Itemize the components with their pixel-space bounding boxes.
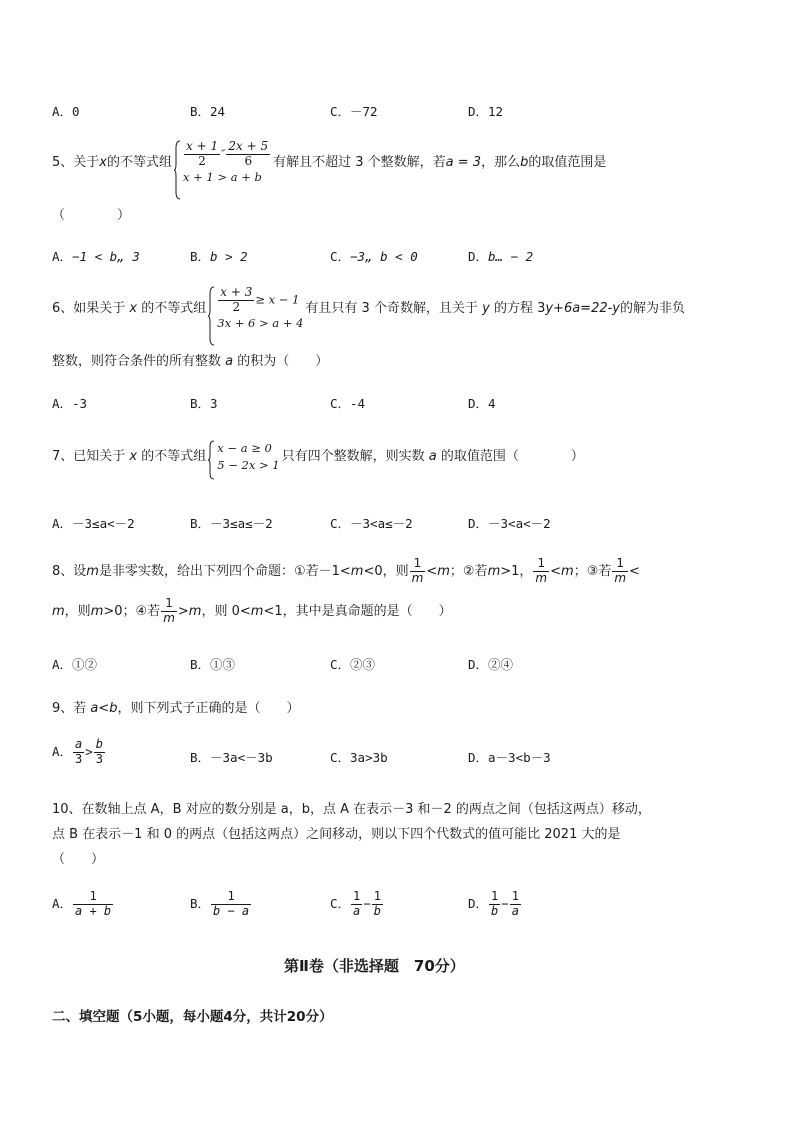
- q5-option-d[interactable]: D．b… − 2: [468, 249, 534, 264]
- q4-option-c[interactable]: C．－72: [330, 104, 378, 119]
- q6-option-a[interactable]: A．-3: [52, 396, 88, 411]
- part-heading: 二、填空题（5小题，每小题4分，共计20分）: [52, 1009, 333, 1025]
- brace-icon: [208, 440, 215, 480]
- q6-stem-line2: 整数，则符合条件的所有整数 a 的积为（ ）: [52, 354, 329, 369]
- q8-stem-line1: 8、设m是非零实数，给出下列四个命题：①若－1<m<0，则 $\frac{1}{m}$ <m；②若m>1， $\frac{1}{m}$ <m；③若 $\frac{1}{m}$ <: [52, 556, 640, 585]
- brace-icon: [208, 286, 215, 346]
- q7-option-b[interactable]: B．－3≤a≤－2: [190, 516, 273, 531]
- q10-option-c[interactable]: C． $\frac{1}{a}$ − $\frac{1}{b}$: [330, 889, 382, 918]
- q7-option-c[interactable]: C．－3<a≤－2: [330, 516, 413, 531]
- q7-stem: 7、已知关于 x 的不等式组 x − a ≥ 0 5 − 2x > 1 只有四个整数解，则实数 a 的取值范围（ ）: [52, 440, 584, 473]
- q5-stem: 5、关于x的不等式组 $\frac{x + 1}{2}$ ″ $\frac{2x + 5}{6}$ x + 1 > a + b 有解且不超过 3 个整数解，若a = 3，那么b的取值范围是: [52, 140, 606, 185]
- q7-option-d[interactable]: D．－3<a<－2: [468, 516, 551, 531]
- brace-icon: [174, 140, 181, 200]
- q10-option-a[interactable]: A． $\frac{1}{a + b}$: [52, 889, 112, 918]
- q5-answer-paren: （ ）: [52, 208, 131, 223]
- q9-option-b[interactable]: B．－3a<－3b: [190, 750, 273, 765]
- q10-answer-paren: （ ）: [52, 852, 105, 867]
- q7-inequality-system: x − a ≥ 0 5 − 2x > 1: [208, 440, 279, 473]
- q9-option-c[interactable]: C．3a>3b: [330, 750, 388, 765]
- q6-option-b[interactable]: B．3: [190, 396, 218, 411]
- q8-option-d[interactable]: D．②④: [468, 657, 514, 672]
- q6-option-d[interactable]: D．4: [468, 396, 496, 411]
- q8-stem-line2: m，则m>0；④若 $\frac{1}{m}$ >m，则 0<m<1，其中是真命题的是（ ）: [52, 596, 452, 625]
- q5-inequality-system: $\frac{x + 1}{2}$ ″ $\frac{2x + 5}{6}$ x + 1 > a + b: [174, 140, 271, 185]
- q4-option-a[interactable]: A．0: [52, 104, 80, 119]
- q9-stem: 9、若 a<b，则下列式子正确的是（ ）: [52, 701, 300, 716]
- q5-option-c[interactable]: C．−3„ b < 0: [330, 249, 418, 264]
- section-title: 第Ⅱ卷（非选择题 70分）: [284, 957, 465, 975]
- q10-stem-line2: 点 B 在表示－1 和 0 的两点（包括这两点）之间移动，则以下四个代数式的值可能比 2021 大的是: [52, 827, 621, 842]
- q8-option-c[interactable]: C．②③: [330, 657, 376, 672]
- q8-option-a[interactable]: A．①②: [52, 657, 98, 672]
- q9-option-d[interactable]: D．a－3<b－3: [468, 750, 551, 765]
- q5-option-a[interactable]: A．−1 < b„ 3: [52, 249, 140, 264]
- q6-stem-line1: 6、如果关于 x 的不等式组 $\frac{x + 3}{2}$ ≥ x − 1 3x + 6 > a + 4 有且只有 3 个奇数解，且关于 y 的方程 3y+6a=22-y的解为非负: [52, 286, 685, 331]
- q7-option-a[interactable]: A．－3≤a<－2: [52, 516, 135, 531]
- q6-option-c[interactable]: C．-4: [330, 396, 366, 411]
- q10-option-b[interactable]: B． $\frac{1}{b - a}$: [190, 889, 250, 918]
- q10-stem-line1: 10、在数轴上点 A，B 对应的数分别是 a，b，点 A 在表示－3 和－2 的两点之间（包括这两点）移动，: [52, 802, 651, 817]
- q8-option-b[interactable]: B．①③: [190, 657, 236, 672]
- q6-inequality-system: $\frac{x + 3}{2}$ ≥ x − 1 3x + 6 > a + 4: [208, 286, 303, 331]
- q5-option-b[interactable]: B．b > 2: [190, 249, 248, 264]
- q4-option-d[interactable]: D．12: [468, 104, 504, 119]
- q10-option-d[interactable]: D． $\frac{1}{b}$ − $\frac{1}{a}$: [468, 889, 520, 918]
- q9-option-a[interactable]: A． $\frac{a}{3}$ > $\frac{b}{3}$: [52, 737, 104, 766]
- q4-option-b[interactable]: B．24: [190, 104, 226, 119]
